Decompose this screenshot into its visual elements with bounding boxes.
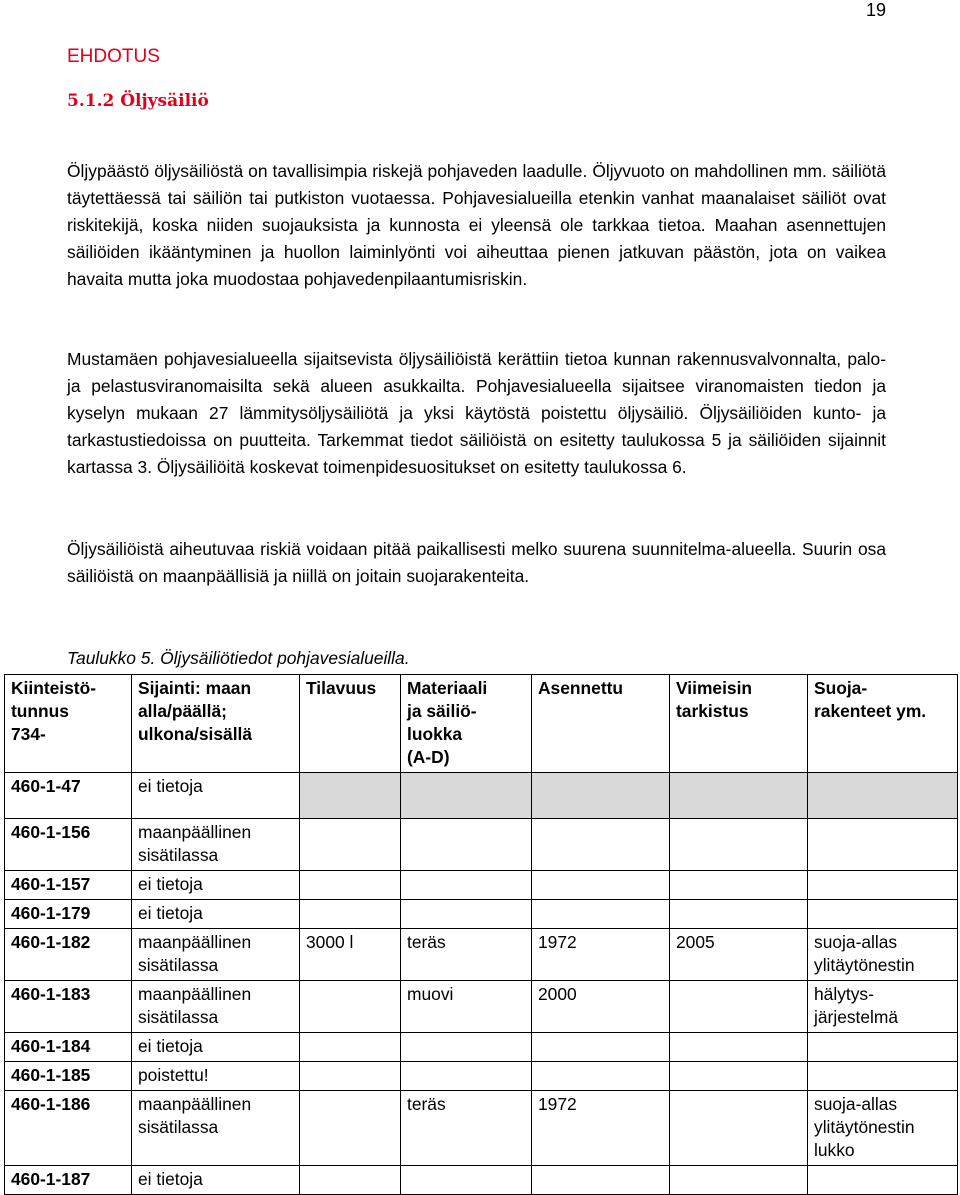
- cell-last-inspection: [670, 1166, 808, 1195]
- cell-property-id: 460-1-186: [5, 1091, 132, 1166]
- header-protection: Suoja- rakenteet ym.: [808, 675, 958, 773]
- cell-volume: [300, 1091, 401, 1166]
- cell-installed: [532, 1166, 670, 1195]
- table-row: [5, 1166, 958, 1195]
- cell-material: [401, 819, 532, 871]
- cell-volume: [300, 900, 401, 929]
- cell-property-id: 460-1-184: [5, 1033, 132, 1062]
- header-installed: Asennettu: [532, 675, 670, 773]
- cell-location: ei tietoja: [132, 1166, 300, 1195]
- cell-property-id: 460-1-157: [5, 871, 132, 900]
- cell-property-id: 460-1-47: [5, 773, 132, 819]
- cell-property-id: 460-1-179: [5, 900, 132, 929]
- cell-volume: [300, 1166, 401, 1195]
- cell-protection: suoja-allas ylitäytönestin lukko: [808, 1091, 958, 1166]
- cell-protection: suoja-allas ylitäytönestin: [808, 929, 958, 981]
- cell-protection: [808, 773, 958, 819]
- cell-protection: [808, 1062, 958, 1091]
- table-row: [5, 981, 958, 1033]
- section-title: 5.1.2 Öljysäiliö: [67, 91, 209, 111]
- cell-protection: [808, 1166, 958, 1195]
- cell-property-id: 460-1-185: [5, 1062, 132, 1091]
- cell-protection: [808, 819, 958, 871]
- cell-material: [401, 1062, 532, 1091]
- cell-last-inspection: [670, 871, 808, 900]
- cell-volume: [300, 871, 401, 900]
- cell-material: teräs: [401, 929, 532, 981]
- header-last-inspection: Viimeisin tarkistus: [670, 675, 808, 773]
- cell-installed: [532, 819, 670, 871]
- cell-protection: [808, 900, 958, 929]
- draft-label: EHDOTUS: [67, 46, 160, 67]
- cell-material: [401, 871, 532, 900]
- cell-installed: [532, 871, 670, 900]
- cell-installed: 2000: [532, 981, 670, 1033]
- cell-protection: hälytys- järjestelmä: [808, 981, 958, 1033]
- cell-location: poistettu!: [132, 1062, 300, 1091]
- cell-material: [401, 1033, 532, 1062]
- cell-last-inspection: [670, 1062, 808, 1091]
- table-row: [5, 929, 958, 981]
- cell-installed: 1972: [532, 929, 670, 981]
- cell-last-inspection: [670, 1033, 808, 1062]
- cell-location: maanpäällinen sisätilassa: [132, 981, 300, 1033]
- table-row: [5, 819, 958, 871]
- cell-material: teräs: [401, 1091, 532, 1166]
- cell-property-id: 460-1-183: [5, 981, 132, 1033]
- table-caption: Taulukko 5. Öljysäiliötiedot pohjavesialueilla.: [67, 648, 410, 668]
- cell-property-id: 460-1-156: [5, 819, 132, 871]
- table-row: [5, 1091, 958, 1166]
- cell-volume: 3000 l: [300, 929, 401, 981]
- header-volume: Tilavuus: [300, 675, 401, 773]
- cell-installed: [532, 1033, 670, 1062]
- cell-last-inspection: [670, 900, 808, 929]
- page-number: 19: [866, 0, 887, 20]
- header-location: Sijainti: maan alla/päällä; ulkona/sisällä: [132, 675, 300, 773]
- cell-last-inspection: [670, 981, 808, 1033]
- header-property-id: Kiinteistö- tunnus 734-: [5, 675, 132, 773]
- cell-protection: [808, 1033, 958, 1062]
- cell-last-inspection: [670, 1091, 808, 1166]
- cell-property-id: 460-1-182: [5, 929, 132, 981]
- cell-volume: [300, 819, 401, 871]
- cell-location: maanpäällinen sisätilassa: [132, 1091, 300, 1166]
- cell-material: [401, 1166, 532, 1195]
- cell-installed: 1972: [532, 1091, 670, 1166]
- paragraph-data-collection: Mustamäen pohjavesialueella sijaitsevista öljysäiliöistä kerättiin tietoa kunnan rakennusvalvonnalta, palo- ja pelastusviranomaisilta sekä alueen asukkailta. Pohjavesialueella sijaitsee viranomaisten tiedon ja kyselyn mukaan 27 lämmitysöljysäiliötä ja yksi käytöstä poistettu öljysäiliö. Öljysäiliöiden kunto- ja tarkastustiedoissa on puutteita. Tarkemmat tiedot säiliöistä on esitetty taulukossa 5 ja säiliöiden sijainnit kartassa 3. Öljysäiliöitä koskevat toimenpidesuositukset on esitetty taulukossa 6.: [67, 349, 886, 477]
- paragraph-oil-release: Öljypäästö öljysäiliöstä on tavallisimpia riskejä pohjaveden laadulle. Öljyvuoto on mahdollinen mm. säiliötä täytettäessä tai säiliön tai putkiston vuotaessa. Pohjavesialueilla etenkin vanhat maanalaiset säiliöt ovat riskitekijä, koska niiden suojauksista ja kunnosta ei yleensä ole tarkkaa tietoa. Maahan asennettujen säiliöiden ikääntyminen ja huollon laiminlyönti voi aiheuttaa pienen jatkuvan päästön, jota on vaikea havaita mutta joka muodostaa pohjavedenpilaantumisriskin.: [67, 161, 886, 289]
- cell-location: maanpäällinen sisätilassa: [132, 929, 300, 981]
- cell-material: [401, 900, 532, 929]
- cell-location: ei tietoja: [132, 871, 300, 900]
- cell-location: ei tietoja: [132, 773, 300, 819]
- cell-installed: [532, 900, 670, 929]
- cell-volume: [300, 773, 401, 819]
- cell-location: maanpäällinen sisätilassa: [132, 819, 300, 871]
- table-row: [5, 1062, 958, 1091]
- table-row: [5, 1033, 958, 1062]
- header-material: Materiaali ja säiliö- luokka (A-D): [401, 675, 532, 773]
- table-row: [5, 773, 958, 819]
- oil-tank-table: [4, 674, 958, 1195]
- cell-last-inspection: 2005: [670, 929, 808, 981]
- cell-last-inspection: [670, 773, 808, 819]
- cell-property-id: 460-1-187: [5, 1166, 132, 1195]
- cell-material: muovi: [401, 981, 532, 1033]
- paragraph-risk-assessment: Öljysäiliöistä aiheutuvaa riskiä voidaan pitää paikallisesti melko suurena suunnitelma-alueella. Suurin osa säiliöistä on maanpäällisiä ja niillä on joitain suojarakenteita.: [67, 539, 886, 586]
- table-row: [5, 900, 958, 929]
- cell-volume: [300, 1033, 401, 1062]
- cell-location: ei tietoja: [132, 1033, 300, 1062]
- cell-volume: [300, 1062, 401, 1091]
- cell-location: ei tietoja: [132, 900, 300, 929]
- table-row: [5, 871, 958, 900]
- cell-last-inspection: [670, 819, 808, 871]
- table-header-row: [5, 675, 958, 773]
- cell-material: [401, 773, 532, 819]
- cell-installed: [532, 773, 670, 819]
- cell-installed: [532, 1062, 670, 1091]
- cell-protection: [808, 871, 958, 900]
- cell-volume: [300, 981, 401, 1033]
